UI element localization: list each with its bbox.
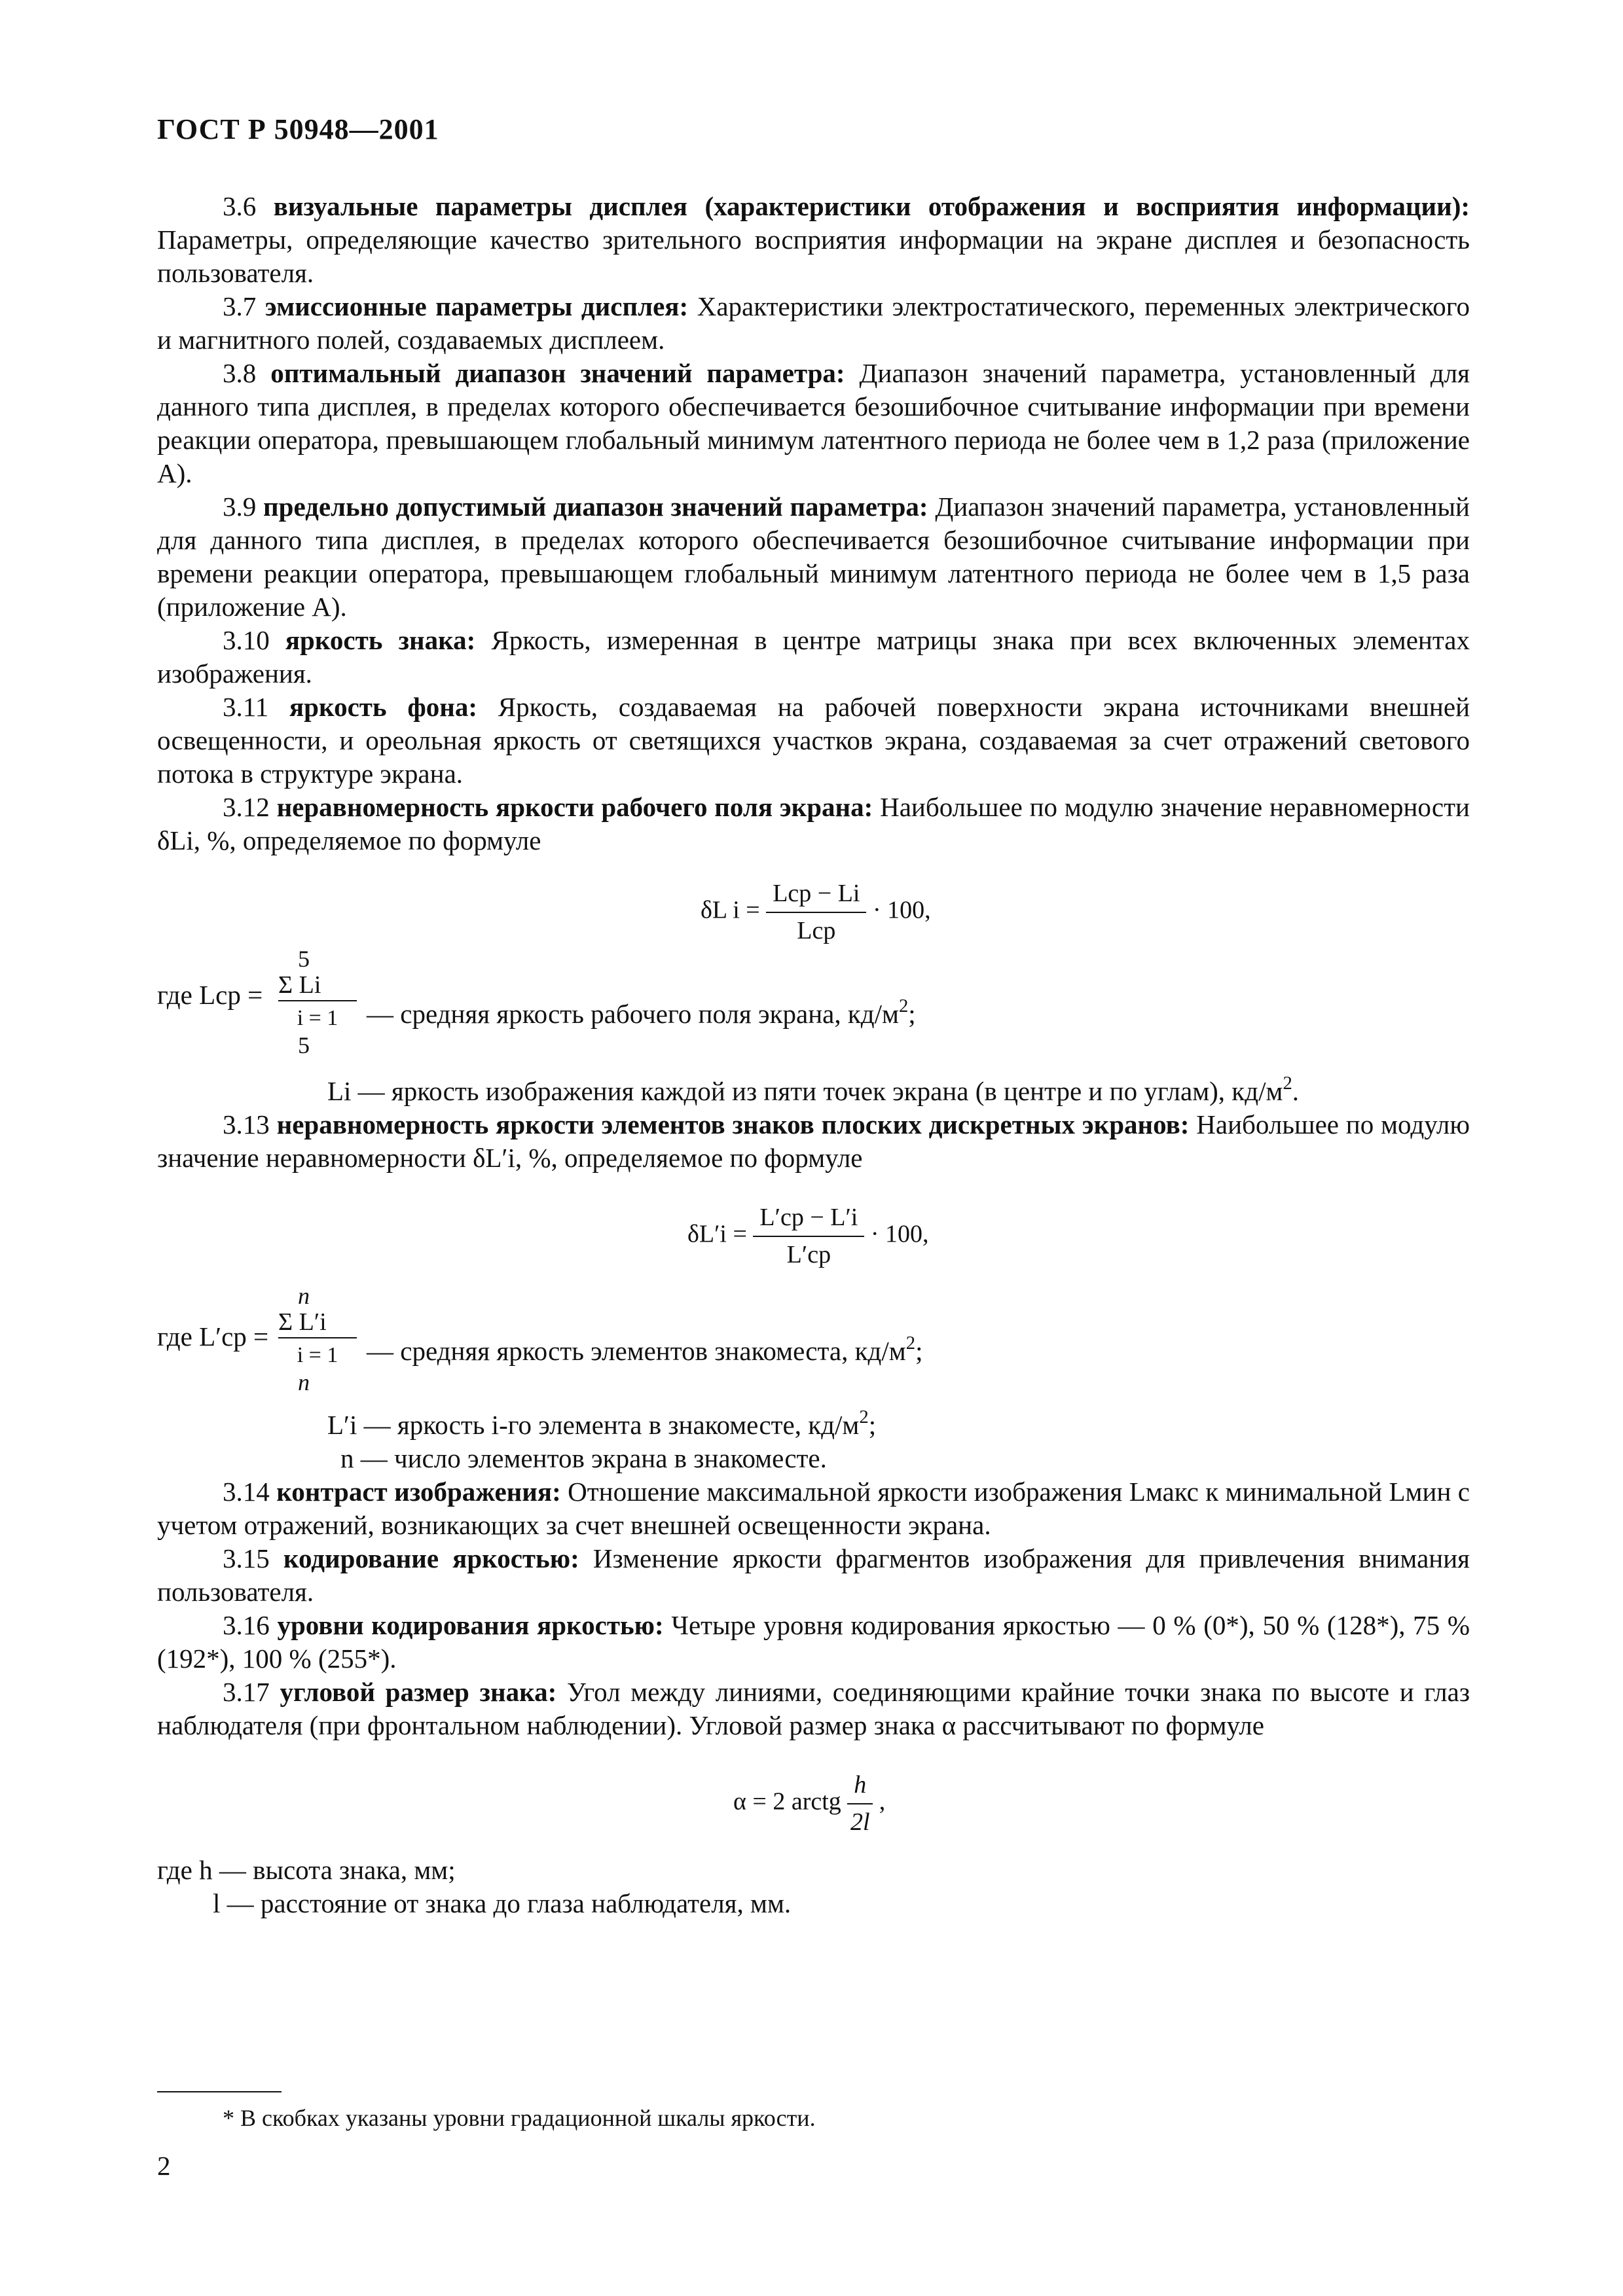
where-line-3b: l — расстояние от знака до глаза наблюдателя, мм. bbox=[213, 1888, 792, 1919]
page-number: 2 bbox=[157, 2151, 171, 2181]
term: контраст изображения: bbox=[276, 1477, 561, 1507]
term: кодирование яркостью: bbox=[283, 1543, 579, 1574]
sum-upper-limit: 5 bbox=[298, 946, 310, 972]
paragraph-3-16 bbox=[157, 1609, 1470, 1676]
definition: Диапазон значений параметра, установленный для данного типа дисплея, в пределах которого обеспечивается безошибочное считывание информации при времени реакции оператора, превышающем глобальный минимум латентного периода не более чем в 1,5 раза (приложение А). bbox=[157, 492, 1470, 622]
where-description: — средняя яркость рабочего поля экрана, кд/м bbox=[367, 999, 899, 1030]
term: неравномерность яркости рабочего поля экрана: bbox=[276, 792, 873, 822]
definition: Параметры, определяющие качество зрительного восприятия информации на экране дисплея и безопасность пользователя. bbox=[157, 224, 1470, 288]
term: яркость фона: bbox=[289, 692, 477, 722]
clause-number: 3.15 bbox=[223, 1543, 270, 1574]
clause-number: 3.17 bbox=[223, 1677, 270, 1708]
term: оптимальный диапазон значений параметра: bbox=[270, 358, 845, 388]
punctuation: ; bbox=[868, 1410, 877, 1441]
formula-denominator: Lср bbox=[797, 917, 836, 944]
definition: Отношение максимальной яркости изображения Lмакс к минимальной Lмин с учетом отражений, возникающих за счет внешней освещенности экрана. bbox=[157, 1477, 1470, 1541]
sum-expression: Σ Li bbox=[278, 971, 321, 999]
unit-superscript: 2 bbox=[898, 996, 909, 1016]
definition: Угол между линиями, соединяющими крайние точки знака по высоте и глаз наблюдателя (при фронтальном наблюдении). Угловой размер знака α рассчитывают по формуле bbox=[157, 1677, 1470, 1741]
definition: Яркость, создаваемая на рабочей поверхности экрана источниками внешней освещенности, и ореольная яркость от светящихся участков экрана, создаваемая за счет отражений светового потока в структуре экрана. bbox=[157, 692, 1470, 789]
sum-index: i = 1 bbox=[278, 1000, 357, 1035]
paragraph-3-11 bbox=[157, 691, 1470, 791]
paragraph-3-14 bbox=[157, 1475, 1470, 1542]
punctuation: . bbox=[1292, 1076, 1300, 1107]
clause-number: 3.8 bbox=[223, 358, 257, 388]
formula-denominator: 2l bbox=[850, 1808, 870, 1837]
term: предельно допустимый диапазон значений параметра: bbox=[263, 492, 928, 522]
sum-expression: Σ L′i bbox=[278, 1308, 327, 1336]
footnote-divider bbox=[157, 2091, 282, 2092]
footnote: * В скобках указаны уровни градационной шкалы яркости. bbox=[223, 2105, 816, 2131]
sum-index: i = 1 bbox=[278, 1337, 357, 1372]
where-line-3a: где h — высота знака, мм; bbox=[157, 1855, 456, 1886]
definition: Наибольшее по модулю значение неравномерности δL′i, %, определяемое по формуле bbox=[157, 1109, 1470, 1174]
document-header: ГОСТ Р 50948—2001 bbox=[157, 113, 439, 145]
sum-upper-limit: n bbox=[298, 1283, 310, 1310]
paragraph-3-6 bbox=[157, 190, 1470, 290]
paragraph-3-9 bbox=[157, 490, 1470, 624]
formula-tail: , bbox=[879, 1788, 886, 1816]
formula-tail: · 100, bbox=[872, 896, 931, 924]
formula-numerator: L′ср − L′i bbox=[753, 1201, 864, 1237]
paragraph-3-8 bbox=[157, 357, 1470, 490]
definition: Изменение яркости фрагментов изображения для привлечения внимания пользователя. bbox=[157, 1543, 1470, 1607]
sum-denominator: 5 bbox=[298, 1032, 310, 1058]
clause-number: 3.16 bbox=[223, 1610, 270, 1641]
definition: Наибольшее по модулю значение неравномерности δLi, %, определяемое по формуле bbox=[157, 792, 1470, 855]
formula-lhs: δL′i = bbox=[687, 1220, 747, 1248]
definition: Четыре уровня кодирования яркостью — 0 % (0*), 50 % (128*), 75 % (192*), 100 % (255*). bbox=[157, 1610, 1470, 1674]
punctuation: ; bbox=[915, 1336, 923, 1367]
paragraph-3-7 bbox=[157, 290, 1470, 357]
definition: Диапазон значений параметра, установленный для данного типа дисплея, в пределах которого обеспечивается безошибочное считывание информации при времени реакции оператора, превышающем глобальный минимум латентного периода не более чем в 1,2 раза (приложение А). bbox=[157, 358, 1470, 488]
where-block-1 bbox=[157, 942, 1470, 1067]
paragraph-3-15 bbox=[157, 1542, 1470, 1609]
formula-numerator: h bbox=[847, 1768, 873, 1804]
where-description: L′i — яркость i-го элемента в знакоместе, кд/м bbox=[327, 1410, 860, 1441]
term: яркость знака: bbox=[285, 625, 476, 655]
clause-number: 3.7 bbox=[223, 291, 257, 321]
unit-superscript: 2 bbox=[905, 1333, 916, 1354]
definition: Характеристики электростатического, переменных электрического и магнитного полей, создаваемых дисплеем. bbox=[157, 291, 1470, 355]
term: угловой размер знака: bbox=[280, 1677, 557, 1708]
unit-superscript: 2 bbox=[859, 1407, 869, 1428]
formula-lhs: α = 2 arctg bbox=[733, 1788, 841, 1816]
unit-superscript: 2 bbox=[1283, 1073, 1292, 1094]
where-lead: где Lср = bbox=[157, 980, 263, 1010]
formula-numerator: Lср − Li bbox=[766, 877, 866, 913]
paragraph-3-12 bbox=[157, 791, 1470, 857]
term: неравномерность яркости элементов знаков плоских дискретных экранов: bbox=[276, 1109, 1190, 1140]
formula-fraction bbox=[847, 1768, 873, 1839]
where-line-2b bbox=[157, 1401, 1470, 1442]
formula-angular-size bbox=[157, 1742, 1470, 1854]
where-line-1b bbox=[157, 1067, 1470, 1108]
formula-fraction bbox=[753, 1201, 864, 1272]
clause-number: 3.14 bbox=[223, 1477, 270, 1507]
formula-lhs: δL i = bbox=[701, 896, 760, 924]
clause-number: 3.13 bbox=[223, 1109, 270, 1140]
where-line-2c: n — число элементов экрана в знакоместе. bbox=[340, 1443, 827, 1474]
term: уровни кодирования яркостью: bbox=[277, 1610, 664, 1641]
where-description: Li — яркость изображения каждой из пяти точек экрана (в центре и по углам), кд/м bbox=[327, 1076, 1283, 1107]
paragraph-3-17 bbox=[157, 1676, 1470, 1742]
clause-number: 3.10 bbox=[223, 625, 270, 655]
document-body bbox=[157, 190, 1470, 1920]
term: эмиссионные параметры дисплея: bbox=[264, 291, 689, 321]
formula-brightness-nonuniformity bbox=[157, 857, 1470, 942]
formula-fraction bbox=[766, 877, 866, 948]
clause-number: 3.9 bbox=[223, 492, 257, 522]
clause-number: 3.6 bbox=[223, 191, 257, 221]
punctuation: ; bbox=[908, 999, 916, 1030]
where-description: — средняя яркость элементов знакоместа, кд/м bbox=[367, 1336, 906, 1367]
clause-number: 3.11 bbox=[223, 692, 269, 722]
formula-tail: · 100, bbox=[870, 1220, 929, 1248]
paragraph-3-13 bbox=[157, 1108, 1470, 1175]
formula-denominator: L′ср bbox=[786, 1241, 831, 1269]
where-block-2 bbox=[157, 1280, 1470, 1401]
formula-element-nonuniformity bbox=[157, 1175, 1470, 1280]
sum-denominator: n bbox=[298, 1369, 310, 1396]
term: визуальные параметры дисплея (характеристики отображения и восприятия информации): bbox=[273, 191, 1470, 221]
clause-number: 3.12 bbox=[223, 792, 270, 822]
paragraph-3-10 bbox=[157, 624, 1470, 691]
where-lead: где L′ср = bbox=[157, 1321, 269, 1352]
definition: Яркость, измеренная в центре матрицы знака при всех включенных элементах изображения. bbox=[157, 625, 1470, 689]
